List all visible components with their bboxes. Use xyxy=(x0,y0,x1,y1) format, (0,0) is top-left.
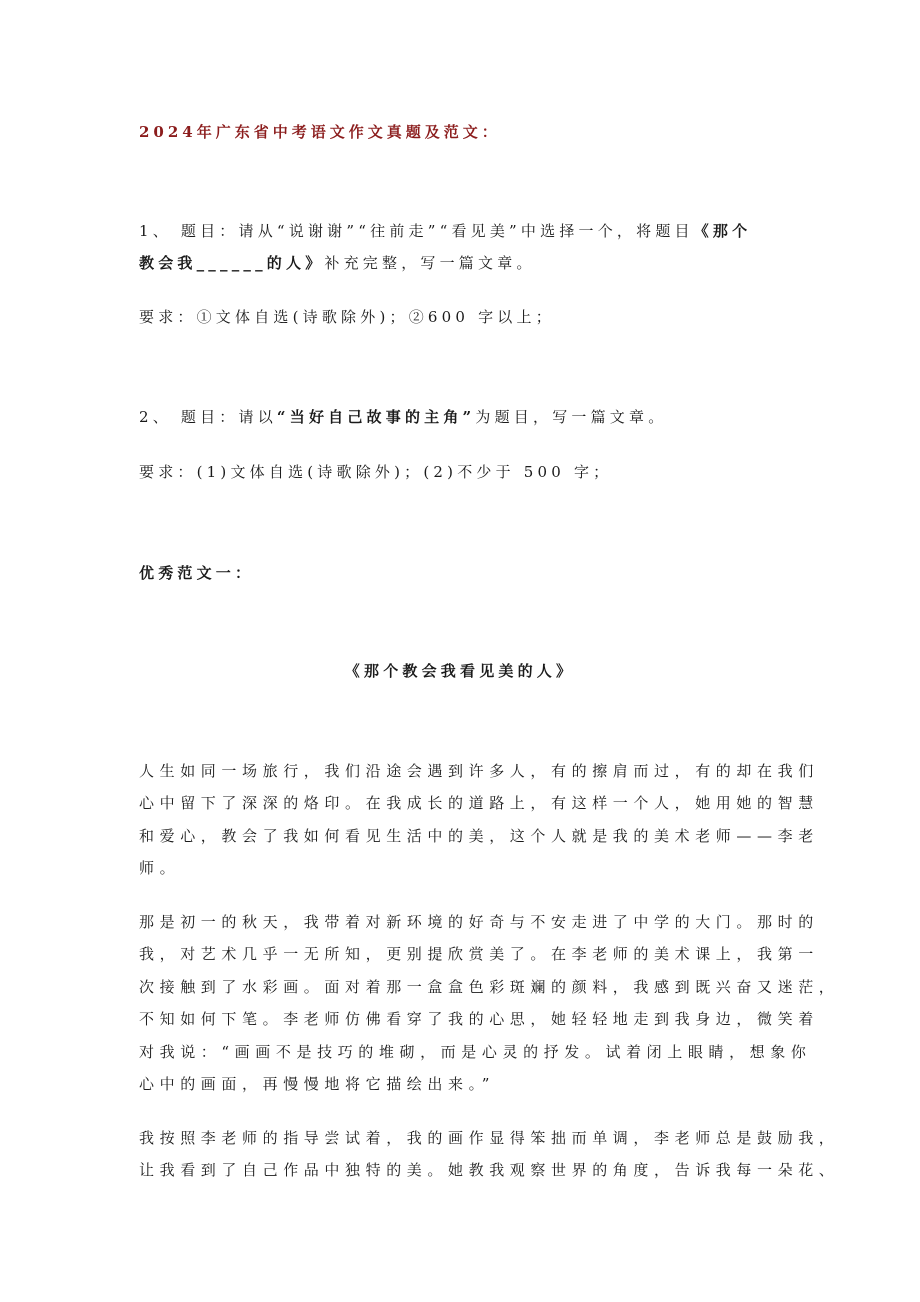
paragraph-line: 和爱心，教会了我如何看见生活中的美，这个人就是我的美术老师——李老 xyxy=(139,827,819,845)
prompt-1-bold-title-cont: 教会我______的人》 xyxy=(139,254,325,272)
paragraph-line: 心中的画面，再慢慢地将它描绘出来。” xyxy=(139,1075,495,1093)
paragraph-line: 对我说：“画画不是技巧的堆砌，而是心灵的抒发。试着闭上眼睛，想象你 xyxy=(139,1043,812,1061)
prompt-1-bold-title: 《那个 xyxy=(693,222,752,240)
paragraph-line: 次接触到了水彩画。面对着那一盒盒色彩斑斓的颜料，我感到既兴奋又迷茫， xyxy=(139,978,840,996)
paragraph-line: 我，对艺术几乎一无所知，更别提欣赏美了。在李老师的美术课上，我第一 xyxy=(139,945,819,963)
essay-title: 《那个教会我看见美的人》 xyxy=(344,662,576,680)
paragraph-line: 那是初一的秋天，我带着对新环境的好奇与不安走进了中学的大门。那时的 xyxy=(139,913,819,931)
prompt-1-suffix: 补充完整，写一篇文章。 xyxy=(324,254,536,272)
prompt-2-line xyxy=(139,407,667,427)
prompt-1-line-2 xyxy=(139,253,536,273)
prompt-2-requirements: 要求：(1)文体自选(诗歌除外)；(2)不少于 500 字； xyxy=(139,463,613,481)
prompt-1-text: 1、 题目：请从“说谢谢”“往前走”“看见美”中选择一个，将题目 xyxy=(139,222,694,240)
paragraph-line: 让我看到了自己作品中独特的美。她教我观察世界的角度，告诉我每一朵花、 xyxy=(139,1161,840,1179)
sample-heading: 优秀范文一： xyxy=(139,564,255,582)
paragraph-line: 心中留下了深深的烙印。在我成长的道路上，有这样一个人，她用她的智慧 xyxy=(139,794,819,812)
prompt-2-bold-title: “当好自己故事的主角” xyxy=(276,408,476,426)
paragraph-line: 我按照李老师的指导尝试着，我的画作显得笨拙而单调，李老师总是鼓励我， xyxy=(139,1129,840,1147)
paragraph-line: 师。 xyxy=(139,859,181,877)
paragraph-line: 不知如何下笔。李老师仿佛看穿了我的心思，她轻轻地走到我身边，微笑着 xyxy=(139,1010,819,1028)
prompt-1-line-1 xyxy=(139,221,751,241)
paragraph-line: 人生如同一场旅行，我们沿途会遇到许多人，有的擦肩而过，有的却在我们 xyxy=(139,762,819,780)
prompt-1-requirements: 要求：①文体自选(诗歌除外)；②600 字以上； xyxy=(139,308,555,326)
prompt-2-prefix: 2、 题目：请以 xyxy=(139,408,277,426)
prompt-2-suffix: 为题目，写一篇文章。 xyxy=(475,408,668,426)
document-title: 2024年广东省中考语文作文真题及范文： xyxy=(139,123,501,141)
